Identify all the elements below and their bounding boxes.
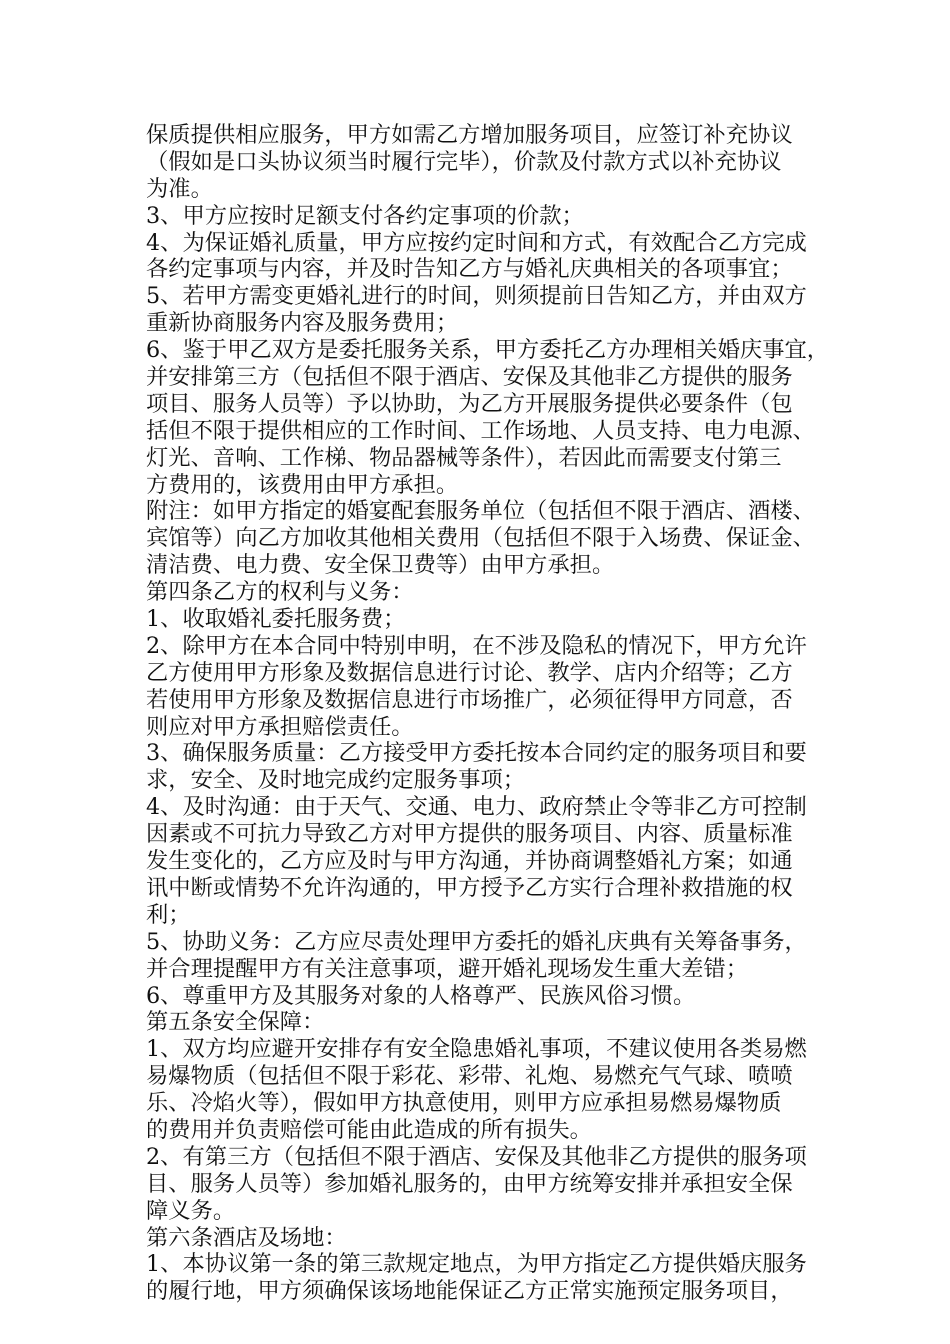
text-line: 因素或不可抗力导致乙方对甲方提供的服务项目、内容、质量标准	[146, 821, 793, 848]
text-line: 清洁费、电力费、安全保卫费等）由甲方承担。	[146, 552, 615, 579]
text-line: 宾馆等）向乙方加收其他相关费用（包括但不限于入场费、保证金、	[146, 525, 815, 552]
text-line: 4、为保证婚礼质量，甲方应按约定时间和方式，有效配合乙方完成	[146, 229, 807, 256]
text-line: 3、确保服务质量：乙方接受甲方委托按本合同约定的服务项目和要	[146, 740, 807, 767]
text-line: 若使用甲方形象及数据信息进行市场推广，必须征得甲方同意，否	[146, 686, 793, 713]
text-line: 2、有第三方（包括但不限于酒店、安保及其他非乙方提供的服务项	[146, 1143, 807, 1170]
text-line: 项目、服务人员等）予以协助，为乙方开展服务提供必要条件（包	[146, 390, 793, 417]
text-line: 5、若甲方需变更婚礼进行的时间，则须提前日告知乙方，并由双方	[146, 283, 807, 310]
text-line: 1、本协议第一条的第三款规定地点，为甲方指定乙方提供婚庆服务	[146, 1251, 807, 1278]
text-line: 易爆物质（包括但不限于彩花、彩带、礼炮、易燃充气气球、喷喷	[146, 1063, 793, 1090]
text-line: 利；	[146, 901, 191, 928]
text-line: 重新协商服务内容及服务费用；	[146, 310, 459, 337]
text-line: 乙方使用甲方形象及数据信息进行讨论、教学、店内介绍等；乙方	[146, 659, 793, 686]
text-line: 1、收取婚礼委托服务费；	[146, 606, 406, 633]
text-line: （假如是口头协议须当时履行完毕），价款及付款方式以补充协议	[146, 148, 782, 175]
text-line: 则应对甲方承担赔偿责任。	[146, 713, 414, 740]
text-line: 5、协助义务：乙方应尽责处理甲方委托的婚礼庆典有关筹备事务，	[146, 928, 807, 955]
text-line: 讯中断或情势不允许沟通的，甲方授予乙方实行合理补救措施的权	[146, 874, 793, 901]
text-line: 1、双方均应避开安排存有安全隐患婚礼事项，不建议使用各类易燃	[146, 1036, 807, 1063]
text-line: 障义务。	[146, 1197, 236, 1224]
text-line: 保质提供相应服务，甲方如需乙方增加服务项目，应签订补充协议	[146, 122, 793, 148]
text-line: 并安排第三方（包括但不限于酒店、安保及其他非乙方提供的服务	[146, 364, 793, 391]
section-heading: 第四条乙方的权利与义务：	[146, 579, 414, 606]
text-line: 括但不限于提供相应的工作时间、工作场地、人员支持、电力电源、	[146, 417, 815, 444]
text-line: 方费用的，该费用由甲方承担。	[146, 471, 459, 498]
section-heading: 第五条安全保障：	[146, 1009, 325, 1036]
text-line: 为准。	[146, 175, 213, 202]
text-line: 各约定事项与内容，并及时告知乙方与婚礼庆典相关的各项事宜；	[146, 256, 793, 283]
text-line: 并合理提醒甲方有关注意事项，避开婚礼现场发生重大差错；	[146, 955, 749, 982]
text-line: 附注：如甲方指定的婚宴配套服务单位（包括但不限于酒店、酒楼、	[146, 498, 815, 525]
text-line: 4、及时沟通：由于天气、交通、电力、政府禁止令等非乙方可控制	[146, 794, 807, 821]
text-line: 求，安全、及时地完成约定服务事项；	[146, 767, 526, 794]
text-line: 的费用并负责赔偿可能由此造成的所有损失。	[146, 1116, 592, 1143]
text-line: 6、鉴于甲乙双方是委托服务关系，甲方委托乙方办理相关婚庆事宜，	[146, 337, 830, 364]
text-line: 3、甲方应按时足额支付各约定事项的价款；	[146, 202, 584, 229]
document-body	[146, 122, 836, 1305]
text-line: 6、尊重甲方及其服务对象的人格尊严、民族风俗习惯。	[146, 982, 696, 1009]
text-line: 灯光、音响、工作梯、物品器械等条件），若因此而需要支付第三	[146, 444, 782, 471]
text-line: 发生变化的，乙方应及时与甲方沟通，并协商调整婚礼方案；如通	[146, 848, 793, 875]
text-line: 乐、冷焰火等），假如甲方执意使用，则甲方应承担易燃易爆物质	[146, 1090, 782, 1117]
section-heading: 第六条酒店及场地：	[146, 1224, 347, 1251]
text-line: 目、服务人员等）参加婚礼服务的，由甲方统筹安排并承担安全保	[146, 1170, 793, 1197]
text-line: 2、除甲方在本合同中特别申明，在不涉及隐私的情况下，甲方允许	[146, 632, 807, 659]
text-line: 的履行地，甲方须确保该场地能保证乙方正常实施预定服务项目，	[146, 1278, 793, 1305]
